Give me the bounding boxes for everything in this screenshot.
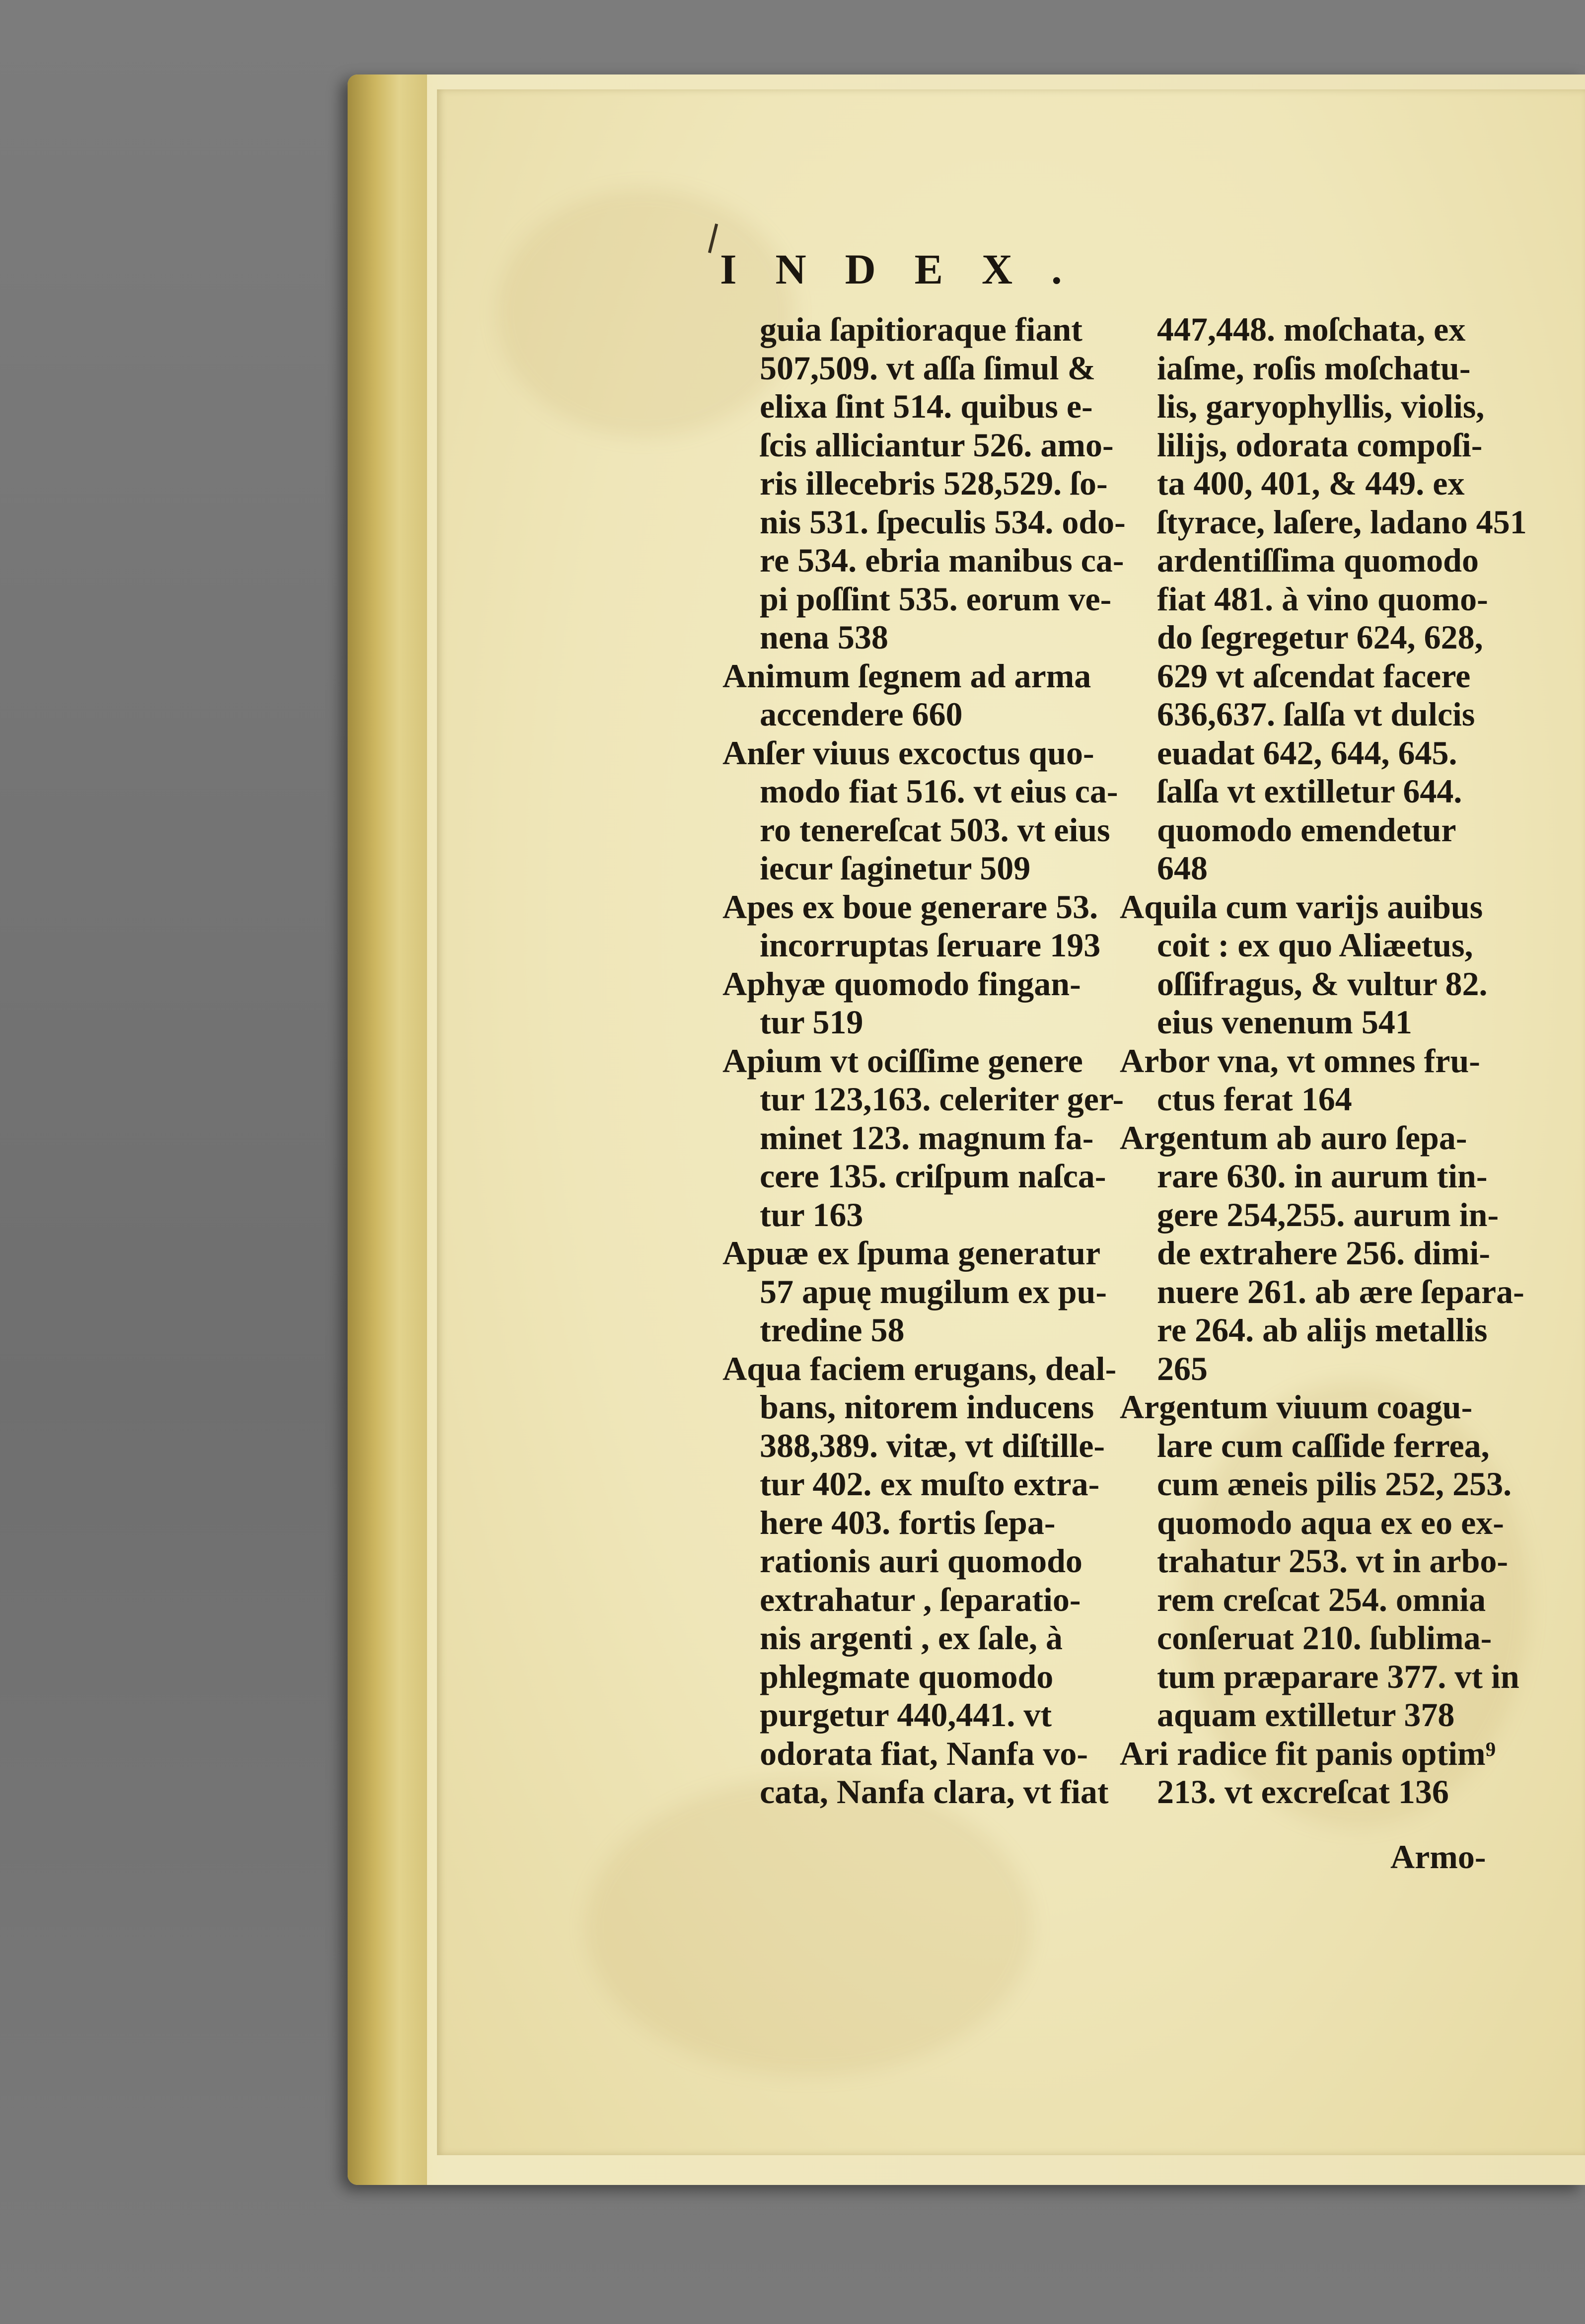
index-line: quomodo emendetur (1157, 810, 1456, 849)
index-line: Aphyæ quomodo fingan- (722, 964, 1081, 1003)
index-line: tur 519 (760, 1003, 864, 1041)
index-line: Anſer viuus excoctus quo- (722, 733, 1094, 772)
index-line: eius venenum 541 (1157, 1003, 1412, 1041)
index-line: nena 538 (760, 618, 888, 656)
index-line: modo fiat 516. vt eius ca- (760, 772, 1118, 810)
index-line: re 534. ebria manibus ca- (760, 541, 1124, 579)
page-header: INDEX. (720, 245, 1101, 293)
index-line: re 264. ab alijs metallis (1157, 1311, 1488, 1349)
index-line: Apuæ ex ſpuma generatur (722, 1234, 1101, 1272)
index-line: here 403. fortis ſepa- (760, 1503, 1056, 1541)
index-line: Aqua faciem erugans, deal- (722, 1349, 1117, 1387)
index-line: minet 123. magnum fa- (760, 1118, 1094, 1157)
index-line: iaſme, roſis moſchatu- (1157, 349, 1471, 387)
index-line: pi poſſint 535. eorum ve- (760, 580, 1112, 618)
index-line: quomodo aqua ex eo ex- (1157, 1503, 1504, 1541)
index-line: de extrahere 256. dimi- (1157, 1234, 1491, 1272)
index-line: Argentum viuum coagu- (1120, 1388, 1473, 1426)
index-line: cum æneis pilis 252, 253. (1157, 1465, 1512, 1503)
index-line: 507,509. vt aſſa ſimul & (760, 349, 1096, 387)
catchword: Armo- (1390, 1838, 1486, 1876)
index-line: phlegmate quomodo (760, 1657, 1054, 1695)
index-line: 213. vt excreſcat 136 (1157, 1773, 1449, 1811)
index-line: Arbor vna, vt omnes fru- (1120, 1041, 1480, 1080)
index-line: ta 400, 401, & 449. ex (1157, 464, 1465, 502)
index-line: Ari radice fit panis optim⁹ (1120, 1734, 1496, 1772)
index-line: lare cum caſſide ferrea, (1157, 1426, 1490, 1464)
index-line: Apes ex boue generare 53. (722, 887, 1098, 926)
index-line: do ſegregetur 624, 628, (1157, 618, 1483, 656)
index-line: ro tenereſcat 503. vt eius (760, 810, 1110, 849)
index-line: nuere 261. ab ære ſepara- (1157, 1272, 1524, 1310)
index-line: cere 135. criſpum naſca- (760, 1157, 1106, 1195)
index-line: fiat 481. à vino quomo- (1157, 580, 1488, 618)
page-stain (586, 1778, 1033, 2076)
index-line: ctus ferat 164 (1157, 1080, 1352, 1118)
index-line: purgetur 440,441. vt (760, 1696, 1052, 1734)
index-line: iecur ſaginetur 509 (760, 849, 1031, 887)
index-line: accendere 660 (760, 695, 963, 733)
index-line: ſcis alliciantur 526. amo- (760, 426, 1114, 464)
index-line: tredine 58 (760, 1311, 905, 1349)
index-line: gere 254,255. aurum in- (1157, 1195, 1499, 1234)
index-line: lilijs, odorata compoſi- (1157, 426, 1483, 464)
index-line: 388,389. vitæ, vt diſtille- (760, 1426, 1105, 1464)
index-line: Argentum ab auro ſepa- (1120, 1118, 1467, 1157)
index-line: guia ſapitioraque fiant (760, 310, 1082, 348)
index-line: Aquila cum varijs auibus (1120, 887, 1483, 926)
index-line: cata, Nanfa clara, vt fiat (760, 1773, 1109, 1811)
index-line: ſtyrace, laſere, ladano 451 (1157, 503, 1527, 541)
index-column-left (722, 310, 1126, 1812)
index-column-right (1120, 310, 1527, 1812)
index-line: ris illecebris 528,529. ſo- (760, 464, 1108, 502)
vellum-cover-edge (348, 74, 427, 2185)
index-line: 648 (1157, 849, 1208, 887)
index-line: trahatur 253. vt in arbo- (1157, 1542, 1509, 1580)
index-line: incorruptas ſeruare 193 (760, 926, 1101, 964)
index-line: odorata fiat, Nanfa vo- (760, 1734, 1088, 1772)
index-line: aquam extilletur 378 (1157, 1696, 1455, 1734)
index-line: nis argenti , ex ſale, à (760, 1619, 1063, 1657)
index-line: 629 vt aſcendat facere (1157, 656, 1471, 695)
index-line: tur 123,163. celeriter ger- (760, 1080, 1124, 1118)
index-line: rem creſcat 254. omnia (1157, 1580, 1486, 1618)
index-line: oſſifragus, & vultur 82. (1157, 964, 1488, 1003)
index-line: rationis auri quomodo (760, 1542, 1082, 1580)
index-line: 447,448. moſchata, ex (1157, 310, 1466, 348)
index-line: ſalſa vt extilletur 644. (1157, 772, 1462, 810)
index-line: tur 402. ex muſto extra- (760, 1465, 1100, 1503)
index-line: ardentiſſima quomodo (1157, 541, 1479, 579)
index-line: 636,637. ſalſa vt dulcis (1157, 695, 1475, 733)
index-line: nis 531. ſpeculis 534. odo- (760, 503, 1126, 541)
index-line: tum præparare 377. vt in (1157, 1657, 1519, 1695)
index-line: tur 163 (760, 1195, 864, 1234)
index-line: elixa ſint 514. quibus e- (760, 387, 1093, 425)
index-line: rare 630. in aurum tin- (1157, 1157, 1488, 1195)
index-line: 57 apuę mugilum ex pu- (760, 1272, 1107, 1310)
index-line: Animum ſegnem ad arma (722, 656, 1091, 695)
index-line: lis, garyophyllis, violis, (1157, 387, 1485, 425)
index-line: euadat 642, 644, 645. (1157, 733, 1457, 772)
index-line: conſeruat 210. ſublima- (1157, 1619, 1492, 1657)
index-line: Apium vt ociſſime genere (722, 1041, 1083, 1080)
index-line: 265 (1157, 1349, 1208, 1387)
index-line: extrahatur , ſeparatio- (760, 1580, 1081, 1618)
index-line: bans, nitorem inducens (760, 1388, 1094, 1426)
index-line: coit : ex quo Aliæetus, (1157, 926, 1473, 964)
